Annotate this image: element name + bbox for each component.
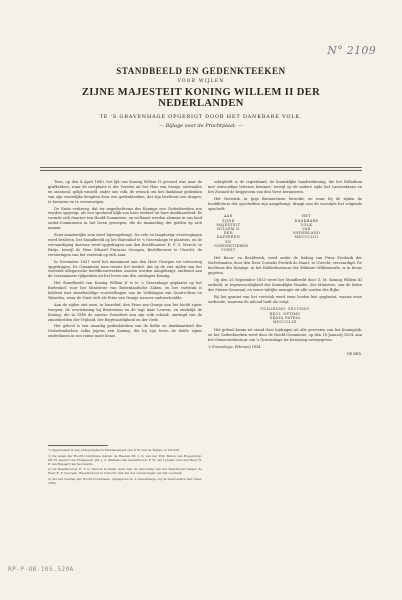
document-header xyxy=(40,66,362,129)
paragraph: In November 1851 werd het monument aan den Heer Georgen ter uitvoering opgedragen. De Commissie nam tevens het besluit, dat op de vier zijden van het voetstuk allegorische beeldhouwwerken zouden worden aangebragt, ontleend aan de voornaamste tijdperken uit het leven van den ontslapen Koning. xyxy=(48,259,202,279)
title-connector: VOOR WIJLEN xyxy=(177,79,225,84)
pedestal-inscription xyxy=(214,214,356,252)
document-title: STANDBEELD EN GEDENKTEEKEN xyxy=(116,66,286,76)
inscription-line: DANKBARE xyxy=(294,218,319,223)
document-title-main: ZIJNE MAJESTEIT KONING WILLEM II DER NEDERLANDEN xyxy=(81,87,321,109)
right-column xyxy=(208,180,362,442)
header-rule xyxy=(40,167,362,168)
paragraph: De Natie verkreeg, dat ter nagedachtenis des Konings een Gedenkteeken zou worden opgerigt, als een sprekend blijk van hare eerbied en hare dankbaarheid. Er vormde zich daartoe een Hoofd-Commissie, en welhaast werden alomme in ons land onder-Commissien in het leven geroepen, die de inzameling der gelden op zich namen. xyxy=(48,206,202,231)
paragraph: Het Voetstuk, in grijs Bremersteen bewerkt, en waar bij de zijden de hoofdletters der opschriften zijn aangebragt, draagt aan de voorzijde het volgende opschrift: xyxy=(208,196,362,211)
inscription-line: NEDERLAND xyxy=(292,231,321,236)
inscription-line: GRATA PATRIA xyxy=(269,315,301,320)
inscription-line: MDCCCLIII xyxy=(273,320,297,325)
paragraph: Het Bouw- en Beeldwerk, werd onder de leiding van Prins Frederik der Nederlanden, door den Heer Cornelis Fredrik de Haart, te Utrecht, vervaardigd. De beeltenis des Konings, in het Ridderkostuum der Militaire Willemsorde, is in brons gegoten. xyxy=(208,256,362,275)
inscription-right xyxy=(292,214,356,252)
inscription-left xyxy=(214,214,278,252)
footnote: *) Opgenomen in het Lithographisch Etablissement van P. W. van de Weijer, te Utrecht. xyxy=(48,448,181,452)
footnote: 2) De Beeldhouwer E. F. G. Mercié te Parijs werd met de uitvoering van het Standbeeld belast; de Heer E. F. Georgen, Beeldhouwer te Utrecht, met die der versieringen van het voetstuk. xyxy=(48,467,202,476)
left-column xyxy=(48,180,202,442)
inscription-line: REGI. OPTIMO xyxy=(269,311,301,316)
paragraph: schrijfstift is de regterhand, de Koninklijke handteekening, die het Palladium met eenvoudige letteren bewaart; terwijl op de andere zijde het Lauwerkrans en het Zwaard de krijgsroem van den Vorst herinneren. xyxy=(208,180,362,194)
footnote: 3) Zie het Verslag der Hoofd-Commissie, uitgegeven te 's Gravenhage, bij de Gebroeders Van Cleef, 1854. xyxy=(48,477,202,486)
inscription-line: HET xyxy=(302,214,311,219)
paragraph: Het geheel is een waardig gedenkteeken van de liefde en dankbaarheid des Nederlandschen volks jegens een Koning, die bij zijn leven de liefde zijner onderdanen in zoo ruime mate bezat. xyxy=(48,324,202,339)
paragraph: Het Standbeeld van Koning Willem II is te 's Gravenhage geplaatst op het Buitenhof, voor het Ministerie van Buitenlandsche Zaken, en het voetstuk is bekleed met zinnebeeldige voorstellingen van de Veldslagen van Quatre-Bras en Waterloo, waar de Vorst zich als Prins van Oranje zoozeer onderscheidde. xyxy=(48,281,202,300)
inscription-line: DAPPEREN xyxy=(216,235,241,240)
place-date: 's Gravenhage, Februarij 1854. xyxy=(208,344,262,349)
paragraph: Op den 26 September 1853 werd het Standbeeld door Z. M. Koning Willem III onthuld, in tegenwoordigheid der Koninklijke Familie, der Ministers, van de leden der Staten-Generaal, en eener talrijke menigte uit alle oorden des Rijks. xyxy=(208,277,362,292)
collection-stamp: RP-P-OB-105.529A xyxy=(8,566,74,573)
header-rule-2 xyxy=(40,170,362,171)
inscription-line: EN xyxy=(225,239,232,244)
inscription-line: DEN xyxy=(223,231,234,236)
signature: DE RED. xyxy=(347,351,362,356)
paragraph: Het geheel kwam tot stand door bijdragen uit alle gewesten van het Koningrijk, en het Gedenkteeken werd door de Hoofd-Commissie, op den 18 Januarij 1854, aan het Gemeentebestuur van 's Gravenhage ter bewaring overgegeven. xyxy=(208,328,362,343)
latin-inscription xyxy=(208,307,362,324)
paragraph: Toen, op den 4 April 1849, het lijk van Koning Willem II gevoerd was naar de grafkelders, waar de rustplaats is der Vorsten uit het Huis van Oranje, ontwaakte en ontstond, gelijk vanzelf, onder ons volk, de wensch om het dankbaar gedenken van zijn vorstelijke deugden door een gedenkteeken, dat zijn beeltenis zou dragen, te bewaren en te vereeuwigen. xyxy=(48,180,202,204)
paragraph: Aan de zijden ziet men, in basrelief, den Prins van Oranje aan het hoofd zijner troepen; de overwinning bij Boutersem en de togt naar Leuven; en eindelijk de Koning, die in 1848 de nieuwe Grondwet aan zijn volk schonk, omringd van de zinnebeelden der Vrijheid, der Regtvaardigheid en der Orde. xyxy=(48,302,202,322)
document-subtitle: — Bijlage voor de Prachtplaat. — xyxy=(158,123,244,129)
inscription-line: VOLK xyxy=(300,222,313,227)
inscription-line: ZIJNE MAJESTEIT xyxy=(216,218,241,227)
archive-number: N° 2109 xyxy=(327,44,376,57)
inscription-line: GOEDERTIEREN VORST xyxy=(214,243,249,253)
paragraph: Eene aanzienlijke som werd bijeengebragt. Na vele en langdurige overwegingen werd besloten, het Standbeeld op het Buitenhof te 's Gravenhage te plaatsen, en de vervaardiging daarvan werd opgedragen aan den Beeldhouwer E. F. G. Mercié, te Parijs, terwijl de Heer Eduard Francois Georgen, Beeldhouwer te Utrecht, de versieringen van het voetstuk op zich nam. xyxy=(48,233,202,257)
inscription-line: MDCCCLIII xyxy=(294,235,319,240)
paragraph: Bij het graniet van het voetstuk werd eene looden kist geplaatst, waarin eene oorkonde, waarvan de inhoud luidt als volgt: xyxy=(208,294,362,304)
document-title-place: TE 'S GRAVENHAGE OPGERIGT DOOR HET DANKBARE VOLK. xyxy=(99,114,303,120)
inscription-line: GUILIELMO. SECUNDO xyxy=(260,307,310,312)
inscription-line: AAN xyxy=(223,214,233,219)
footnote: 1) De leden der Hoofd-Commissie waren: de Heeren Mr. J. G. van der Poll; Baron van Hogendorp; Mr. W. Gevers van Endegeest; Jhr. J. C. Martens van Sevenhoven; F. W. van Lynden; met den Heer H. P. van Rappard als Secretaris. xyxy=(48,453,202,466)
footnote-rule xyxy=(48,445,108,446)
inscription-line: WILLEM II xyxy=(217,227,240,232)
footnotes xyxy=(48,448,202,487)
inscription-line: VAN xyxy=(302,227,311,232)
